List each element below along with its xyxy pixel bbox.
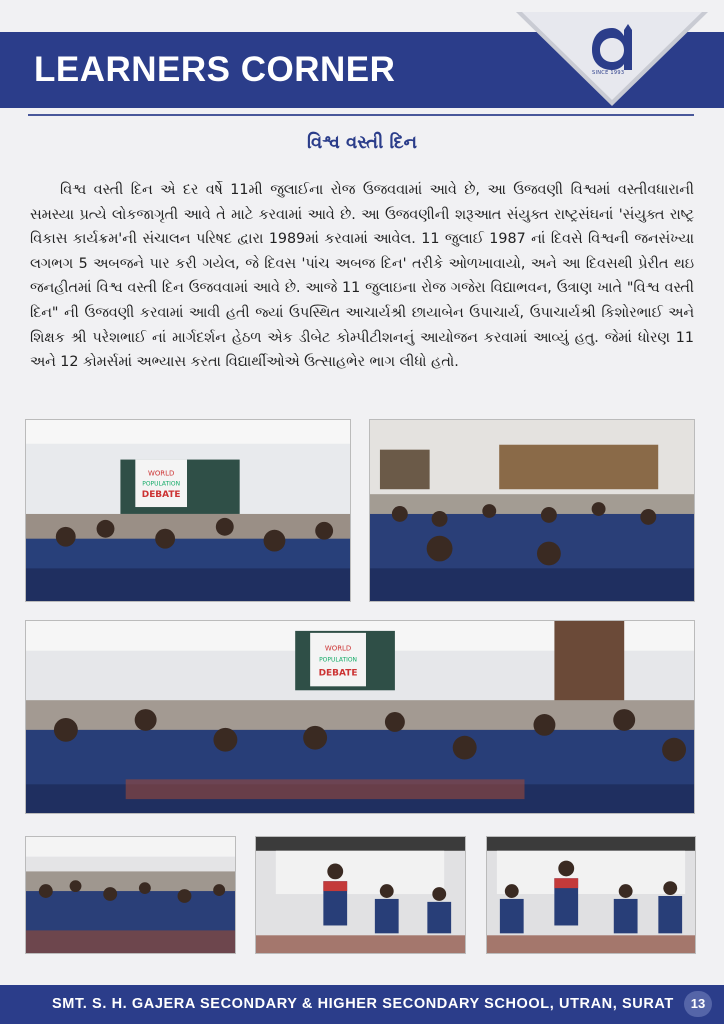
footer-school-name: SMT. S. H. GAJERA SECONDARY & HIGHER SECONDARY SCHOOL, UTRAN, SURAT bbox=[52, 996, 674, 1012]
photo-classroom-1 bbox=[25, 419, 351, 602]
header-underline bbox=[28, 114, 694, 116]
photo-students-5 bbox=[486, 836, 696, 954]
logo-since-text: SINCE 1993 bbox=[592, 70, 625, 76]
page-number-badge: 13 bbox=[684, 991, 712, 1017]
svg-text:POPULATION: POPULATION bbox=[319, 656, 358, 664]
page-header-title: LEARNERS CORNER bbox=[34, 50, 396, 89]
svg-text:WORLD: WORLD bbox=[147, 469, 175, 478]
svg-text:DEBATE: DEBATE bbox=[318, 668, 358, 679]
article-body: વિશ્વ વસ્તી દિન એ દર વર્ષે 11મી જુલાઈના રોજ ઉજવવામાં આવે છે, આ ઉજવણી વિશ્વમાં વસ્તીવધારાની સમસ્યા પ્રત્યે લોકજાગૃતી આવે તે માટે કરવામાં આવે છે. આ ઉજવણીની શરૂઆત સંયુક્ત રાષ્ટ્રસંઘનાં 'સંયુક્ત રાષ્ટ્ર વિકાસ કાર્યક્રમ'ની સંચાલન પરિષદ દ્વારા 1989માં કરવામાં આવેલ. 11 જુલાઈ 1987 નાં દિવસે વિશ્વની જનસંખ્યા લગભગ 5 અબજને પાર કરી ગયેલ, જે દિવસ 'પાંચ અબજ દિન' તરીકે ઓળખાવાયો, અને આ દિવસથી પ્રેરીત થઇ જનહીતમાં વિશ્વ વસ્તી દિન ઉજવવામાં આવે છે. આજે 11 જુલાઇના રોજ ગજેરા વિદ્યાભવન, ઉત્રાણ ખાતે "વિશ્વ વસ્તી દિન" ની ઉજવણી કરવામાં આવી હતી જ્યાં ઉપસ્થિત આચાર્યશ્રી છાયાબેન ઉપાચાર્ય, ઉપાચાર્યશ્રી કિશોરભાઈ અને શિક્ષક શ્રી પરેશભાઈ નાં માર્ગદર્શન હેઠળ એક ડીબેટ કોમ્પીટીશનનું આયોજન કરવામાં આવ્યું હતુ. જેમાં ધોરણ 11 અને 12 કોમર્સમાં અભ્યાસ કરતા વિદ્યાર્થીઓએ ઉત્સાહભેર ભાગ લીધો હતો. bbox=[30, 182, 694, 371]
svg-text:WORLD: WORLD bbox=[324, 644, 352, 653]
svg-text:POPULATION: POPULATION bbox=[142, 480, 181, 488]
article-title: વિશ્વ વસ્તી દિન bbox=[306, 132, 418, 153]
svg-text:DEBATE: DEBATE bbox=[141, 490, 181, 501]
photo-students-4 bbox=[255, 836, 466, 954]
photo-classroom-3 bbox=[25, 836, 236, 954]
photo-debate-wide bbox=[25, 620, 695, 814]
photo-classroom-2 bbox=[369, 419, 695, 602]
